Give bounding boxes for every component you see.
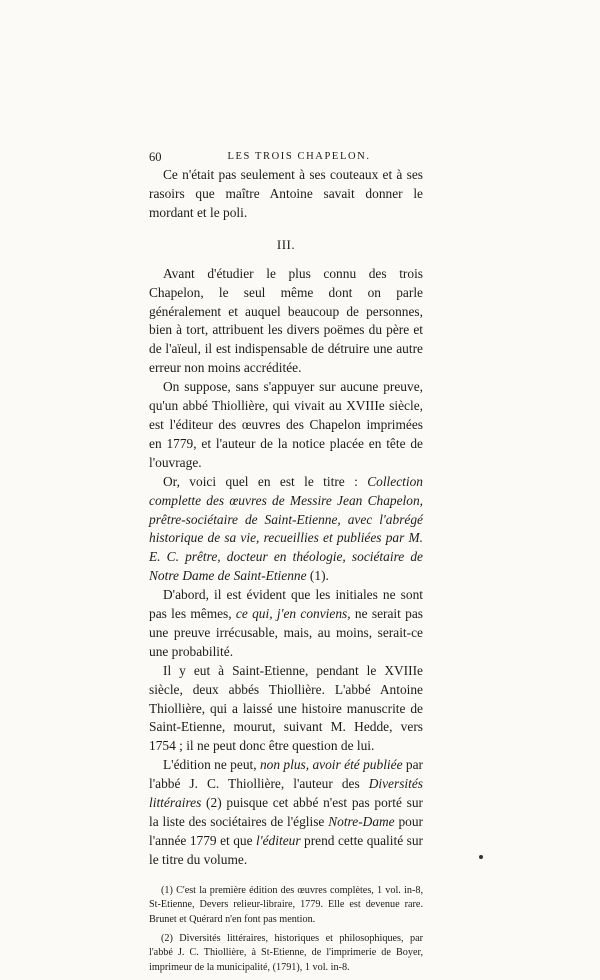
footnotes <box>149 884 423 975</box>
paragraph: Avant d'étudier le plus connu des trois Chapelon, le seul même dont on parle généralement et auquel beaucoup de personnes, bien à tort, attribuent les divers poëmes du père et de l'aïeul, il est indispensable de détruire une autre erreur non moins accréditée. <box>149 265 423 376</box>
italic-run: non plus, avoir été publiée <box>259 757 403 773</box>
text-run: Or, voici quel en est le titre : <box>163 473 368 489</box>
text-run: L'édition ne peut, <box>163 757 260 773</box>
italic-run: l'éditeur <box>256 832 301 848</box>
page-body <box>149 166 423 980</box>
text-run: (2) puisque cet abbé n'est pas porté sur la liste des sociétaires de l'église <box>149 795 423 829</box>
paragraph-title-quote <box>149 473 423 586</box>
italic-run: ce qui, j'en conviens, <box>235 606 351 622</box>
text-run: D'abord, il est évident que les initiales ne sont pas les mêmes, <box>149 587 423 622</box>
paragraph <box>149 756 423 869</box>
paragraph <box>149 586 423 662</box>
running-title: LES TROIS CHAPELON. <box>227 151 371 162</box>
text-run: par l'abbé J. C. Thiollière, l'auteur des <box>149 757 424 792</box>
italic-run: Notre-Dame <box>328 814 395 829</box>
section-heading: III. <box>276 236 296 252</box>
paragraph: Il y eut à Saint-Etienne, pendant le XVIIIe siècle, deux abbés Thiollière. L'abbé Antoine Thiollière, qui a laissé une histoire manuscrite de Saint-Etienne, mourut, suivant M. Hedde, vers 1754 ; il ne peut donc être question de lui. <box>149 662 423 754</box>
paragraph-continuation: Ce n'était pas seulement à ses couteaux et à ses rasoirs que maître Antoine savait donner le mordant et le poli. <box>149 167 423 220</box>
italic-run: Diversités littéraires <box>149 776 423 811</box>
footnote-ref: (1). <box>306 568 329 584</box>
italic-title: Collection complette des œuvres de Messire Jean Chapelon, prêtre-sociétaire de Saint-Etienne, avec l'abrégé historique de sa vie, recueillies et publiées par M. E. C. prêtre, docteur en théologie, sociétaire de Notre Dame de Saint-Etienne <box>149 473 423 584</box>
text-run: prend cette qualité sur le titre du volume. <box>149 832 423 867</box>
ink-speck <box>479 855 483 859</box>
text-run: ne serait pas une preuve irrécusable, mais, au moins, serait-ce une probabilité. <box>149 606 424 659</box>
page-number: 60 <box>149 150 162 164</box>
text-run: pour l'année 1779 et que <box>149 814 423 848</box>
footnote-2: (2) Diversités littéraires, historiques et philosophiques, par l'abbé J. C. Thiollière, à St-Etienne, de l'imprimerie de Boyer, imprimeur de la municipalité, (1791), 1 vol. in-8. <box>149 932 423 973</box>
footnote-1: (1) C'est la première édition des œuvres complètes, 1 vol. in-8, St-Etienne, Devers relieur-libraire, 1779. Elle est devenue rare. Brunet et Quérard n'en font pas mention. <box>149 884 423 925</box>
paragraph: On suppose, sans s'appuyer sur aucune preuve, qu'un abbé Thiollière, qui vivait au XVIIIe siècle, est l'éditeur des œuvres des Chapelon imprimées en 1779, et l'auteur de la notice placée en tête de l'ouvrage. <box>149 379 423 470</box>
